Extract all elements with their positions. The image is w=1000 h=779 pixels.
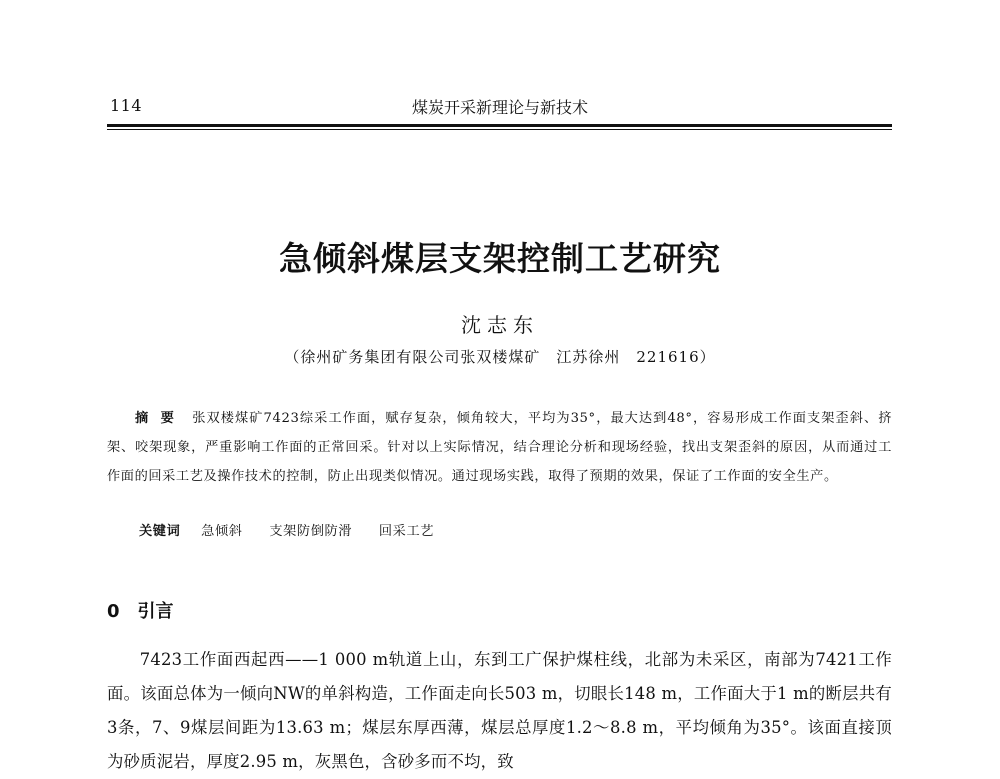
keyword-item: 支架防倒防滑 bbox=[269, 524, 353, 539]
section-title: 引言 bbox=[137, 601, 174, 622]
header-rule-thin bbox=[107, 129, 892, 130]
keyword-item: 回采工艺 bbox=[378, 524, 435, 539]
keyword-item: 急倾斜 bbox=[201, 524, 243, 539]
abstract-text: 张双楼煤矿7423综采工作面，赋存复杂，倾角较大，平均为35°，最大达到48°，容易形成工作面支架歪斜、挤架、咬架现象，严重影响工作面的正常回采。针对以上实际情况，结合理论分析和现场经验，找出支架歪斜的原因，从而通过工作面的回采工艺及操作技术的控制，防止出现类似情况。通过现场实践，取得了预期的效果，保证了工作面的安全生产。 bbox=[107, 411, 893, 484]
abstract-label: 摘要 bbox=[135, 411, 187, 426]
page-number: 114 bbox=[110, 96, 143, 115]
article-title: 急倾斜煤层支架控制工艺研究 bbox=[279, 239, 721, 278]
running-title: 煤炭开采新理论与新技术 bbox=[411, 98, 588, 117]
body-paragraph: 7423工作面西起西——1 000 m轨道上山，东到工广保护煤柱线，北部为未采区，南部为7421工作面。该面总体为一倾向NW的单斜构造，工作面走向长503 m，切眼长148 m，工作面大于1 m的断层共有3条，7、9煤层间距为13.63 m；煤层东厚西薄，煤层总厚度1.2～8.8 m，平均倾角为35°。该面直接顶为砂质泥岩，厚度2.95 m，灰黑色，含砂多而不均，致 bbox=[107, 650, 892, 771]
keywords bbox=[139, 520, 456, 539]
section-heading bbox=[107, 597, 174, 623]
author-affiliation: （徐州矿务集团有限公司张双楼煤矿 江苏徐州 221616） bbox=[284, 348, 716, 366]
section-number: 0 bbox=[107, 601, 120, 622]
header-rule-thick bbox=[107, 124, 892, 127]
author-name: 沈志东 bbox=[461, 313, 539, 337]
keywords-label: 关键词 bbox=[139, 524, 181, 539]
abstract bbox=[107, 404, 892, 491]
